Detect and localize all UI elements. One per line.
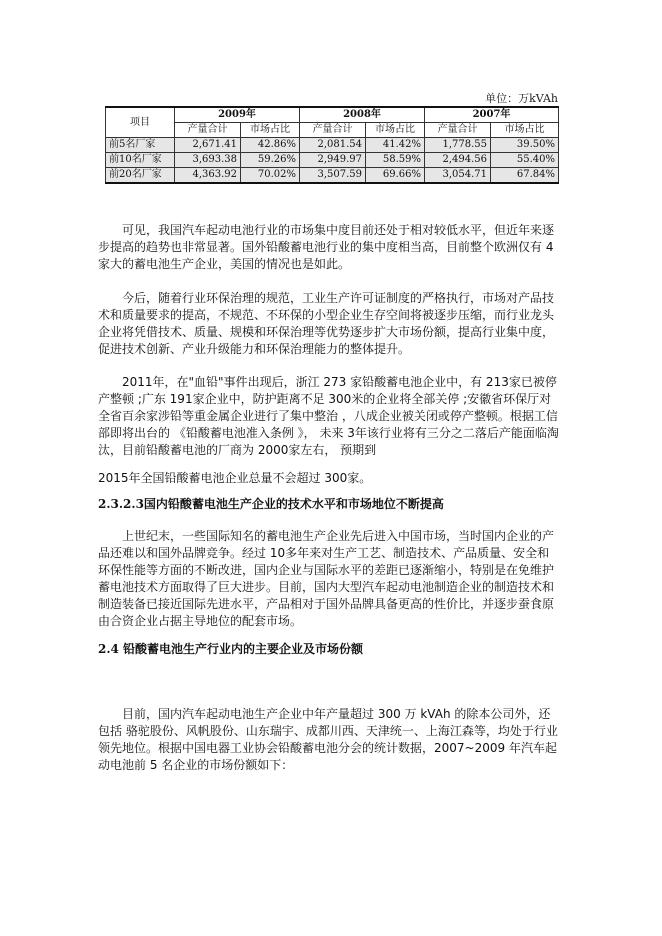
paragraph-outlook: 今后，随着行业环保治理的规范，工业生产许可证制度的严格执行，市场对产品技术和质量要求的提高，不规范、不环保的小型企业生存空间将被逐步压缩，而行业龙头企业将凭借技术、质量、规模和环保治理等优势逐步扩大市场份额，提高行业集中度，促进技术创新、产业升级能力和环保治理能力的整体提升。 <box>98 291 555 356</box>
table-cell: 70.02% <box>241 168 300 184</box>
row-label: 前5名厂家 <box>106 138 175 153</box>
section-heading-2-3-2-3: 2.3.2.3国内铅酸蓄电池生产企业的技术水平和市场地位不断提高 <box>98 497 444 511</box>
table-cell: 42.86% <box>241 138 300 153</box>
paragraph-technology: 上世纪末，一些国际知名的蓄电池生产企业先后进入中国市场，当时国内企业的产品还难以和国外品牌竞争。经过 10多年来对生产工艺、制造技术、产品质量、安全和环保性能等方面的不断改进，国内企业与国际水平的差距已逐渐缩小，特别是在免维护蓄电池技术方面取得了巨大进步。目前，国内大型汽车起动电池制造企业的制造技术和制造装备已接近国际先进水平，产品相对于国外品牌具备更高的性价比，并逐步蚕食原由合资企业占据主导地位的配套市场。 <box>98 529 555 628</box>
table-cell: 69.66% <box>366 168 425 184</box>
row-label: 前10名厂家 <box>106 153 175 168</box>
subheader-output: 产量合计 <box>425 123 491 138</box>
subheader-share: 市场占比 <box>241 123 300 138</box>
table-cell: 1,778.55 <box>425 138 491 153</box>
table-cell: 2,494.56 <box>425 153 491 168</box>
subheader-share: 市场占比 <box>366 123 425 138</box>
table-row <box>106 168 559 184</box>
table-cell: 2,671.41 <box>175 138 241 153</box>
paragraph-major-companies: 目前，国内汽车起动电池生产企业中年产量超过 300 万 kVAh 的除本公司外，还包括 骆驼股份、风帆股份、山东瑞宇、成都川西、天津统一、上海江森等，均处于行业领先地位。根据中国电器工业协会铅酸蓄电池分会的统计数据，2007~2009 年汽车起动电池前 5 名企业的市场份额如下： <box>98 707 558 772</box>
table-cell: 59.26% <box>241 153 300 168</box>
table-cell: 3,693.38 <box>175 153 241 168</box>
table-cell: 2,081.54 <box>300 138 366 153</box>
year-header-2009: 2009年 <box>175 107 300 123</box>
table-cell: 41.42% <box>366 138 425 153</box>
table-cell: 3,507.59 <box>300 168 366 184</box>
table-row <box>106 153 559 168</box>
table-cell: 3,054.71 <box>425 168 491 184</box>
paragraph-2015: 2015年全国铅酸蓄电池企业总量不会超过 300家。 <box>98 471 372 485</box>
table-row <box>106 138 559 153</box>
row-label: 前20名厂家 <box>106 168 175 184</box>
unit-label: 单位：万kVAh <box>485 92 558 105</box>
table-header-row <box>106 107 559 123</box>
table-cell: 4,363.92 <box>175 168 241 184</box>
table-cell: 2,949.97 <box>300 153 366 168</box>
subheader-share: 市场占比 <box>491 123 559 138</box>
year-header-2008: 2008年 <box>300 107 425 123</box>
market-concentration-table <box>105 106 559 184</box>
section-heading-2-4: 2.4 铅酸蓄电池生产行业内的主要企业及市场份额 <box>98 642 364 656</box>
subheader-output: 产量合计 <box>300 123 366 138</box>
paragraph-concentration: 可见，我国汽车起动电池行业的市场集中度目前还处于相对较低水平，但近年来逐步提高的趋势也非常显著。国外铅酸蓄电池行业的集中度相当高，目前整个欧洲仅有 4 家大的蓄电池生产企业，美国的情况也是如此。 <box>98 223 555 271</box>
table-cell: 55.40% <box>491 153 559 168</box>
table-cell: 67.84% <box>491 168 559 184</box>
table-cell: 58.59% <box>366 153 425 168</box>
subheader-output: 产量合计 <box>175 123 241 138</box>
table-corner-header: 项目 <box>106 107 175 138</box>
table-cell: 39.50% <box>491 138 559 153</box>
year-header-2007: 2007年 <box>425 107 559 123</box>
paragraph-2011: 2011年，在"血铅"事件出现后，浙江 273 家铅酸蓄电池企业中，有 213家已被停产整顿 ;广东 191家企业中，防护距离不足 300米的企业将全部关停 ;安徽省环保厅对全省百余家涉铅等重金属企业进行了集中整治 ，八成企业被关闭或停产整顿。根据工信部即将出台的 《铅酸蓄电池准入条例 》， 未来 3年该行业将有三分之二落后产能面临淘汰，目前铅酸蓄电池的厂商为 2000家左右， 预期到 <box>98 375 559 457</box>
